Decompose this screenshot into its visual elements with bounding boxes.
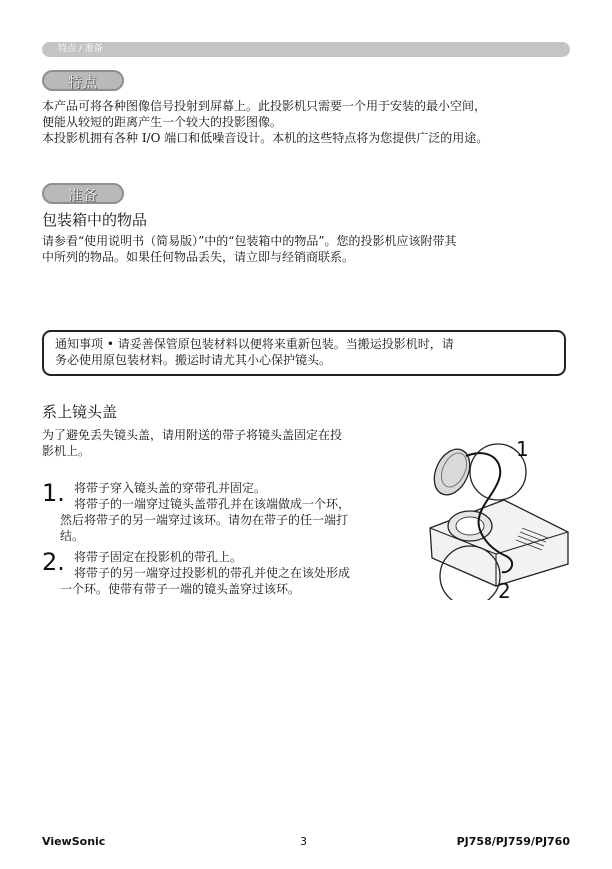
lens-cap-intro <box>42 427 412 459</box>
footer-brand: ViewSonic <box>42 835 106 848</box>
step-line: 将带子穿入镜头盖的穿带孔并固定。 <box>74 481 267 495</box>
preparation-title: 准备 <box>68 188 98 204</box>
step-line: 将带子的另一端穿过投影机的带孔并使之在该处形成 <box>74 566 351 580</box>
notice-text <box>55 336 555 368</box>
features-line: 本投影机拥有各种 I/O 端口和低噪音设计。本机的这些特点将为您提供广泛的用途。 <box>42 131 489 145</box>
intro-line: 为了避免丢失镜头盖，请用附送的带子将镜头盖固定在投 <box>42 428 343 442</box>
package-contents-text <box>42 233 572 265</box>
intro-line: 影机上。 <box>42 444 91 458</box>
breadcrumb: 特点 / 准备 <box>58 44 103 54</box>
step-line: 然后将带子的另一端穿过该环。请勿在带子的任一端打 <box>60 513 349 527</box>
features-text <box>42 98 572 146</box>
step-1-number: 1. <box>42 479 65 507</box>
lens-cap-heading: 系上镜头盖 <box>42 403 118 421</box>
projector-body <box>430 500 568 586</box>
package-contents-heading: 包装箱中的物品 <box>42 211 148 229</box>
package-line: 请参看“使用说明书（简易版）”中的“包装箱中的物品”。您的投影机应该附带其 <box>42 234 457 248</box>
features-section-badge <box>42 70 124 91</box>
notice-line: 务必使用原包装材料。搬运时请尤其小心保护镜头。 <box>55 353 332 367</box>
step-line: 将带子固定在投影机的带孔上。 <box>74 550 243 564</box>
features-line: 便能从较短的距离产生一个较大的投影图像。 <box>42 115 283 129</box>
footer-model: PJ758/PJ759/PJ760 <box>456 835 570 848</box>
package-line: 中所列的物品。如果任何物品丢失，请立即与经销商联系。 <box>42 250 355 264</box>
features-line: 本产品可将各种图像信号投射到屏幕上。此投影机只需要一个用于安装的最小空间， <box>42 99 487 113</box>
callout-1-label: 1 <box>516 437 529 461</box>
header-bar <box>42 42 570 57</box>
notice-box <box>42 330 566 376</box>
step-line: 一个环。使带有带子一端的镜头盖穿过该环。 <box>60 582 301 596</box>
step-1-text <box>60 480 420 544</box>
step-line: 结。 <box>60 529 85 543</box>
page-number: 3 <box>300 835 307 848</box>
features-title: 特点 <box>68 75 98 91</box>
step-2-number: 2. <box>42 548 65 576</box>
notice-line: 通知事项 • 请妥善保管原包装材料以便将来重新包装。当搬运投影机时，请 <box>55 337 454 351</box>
lens-cap <box>427 443 476 500</box>
lens-cap-illustration <box>422 436 572 600</box>
step-line: 将带子的一端穿过镜头盖带孔并在该端做成一个环， <box>74 497 351 511</box>
step-2-text <box>60 549 420 597</box>
preparation-section-badge <box>42 183 124 204</box>
callout-2-label: 2 <box>498 579 511 600</box>
